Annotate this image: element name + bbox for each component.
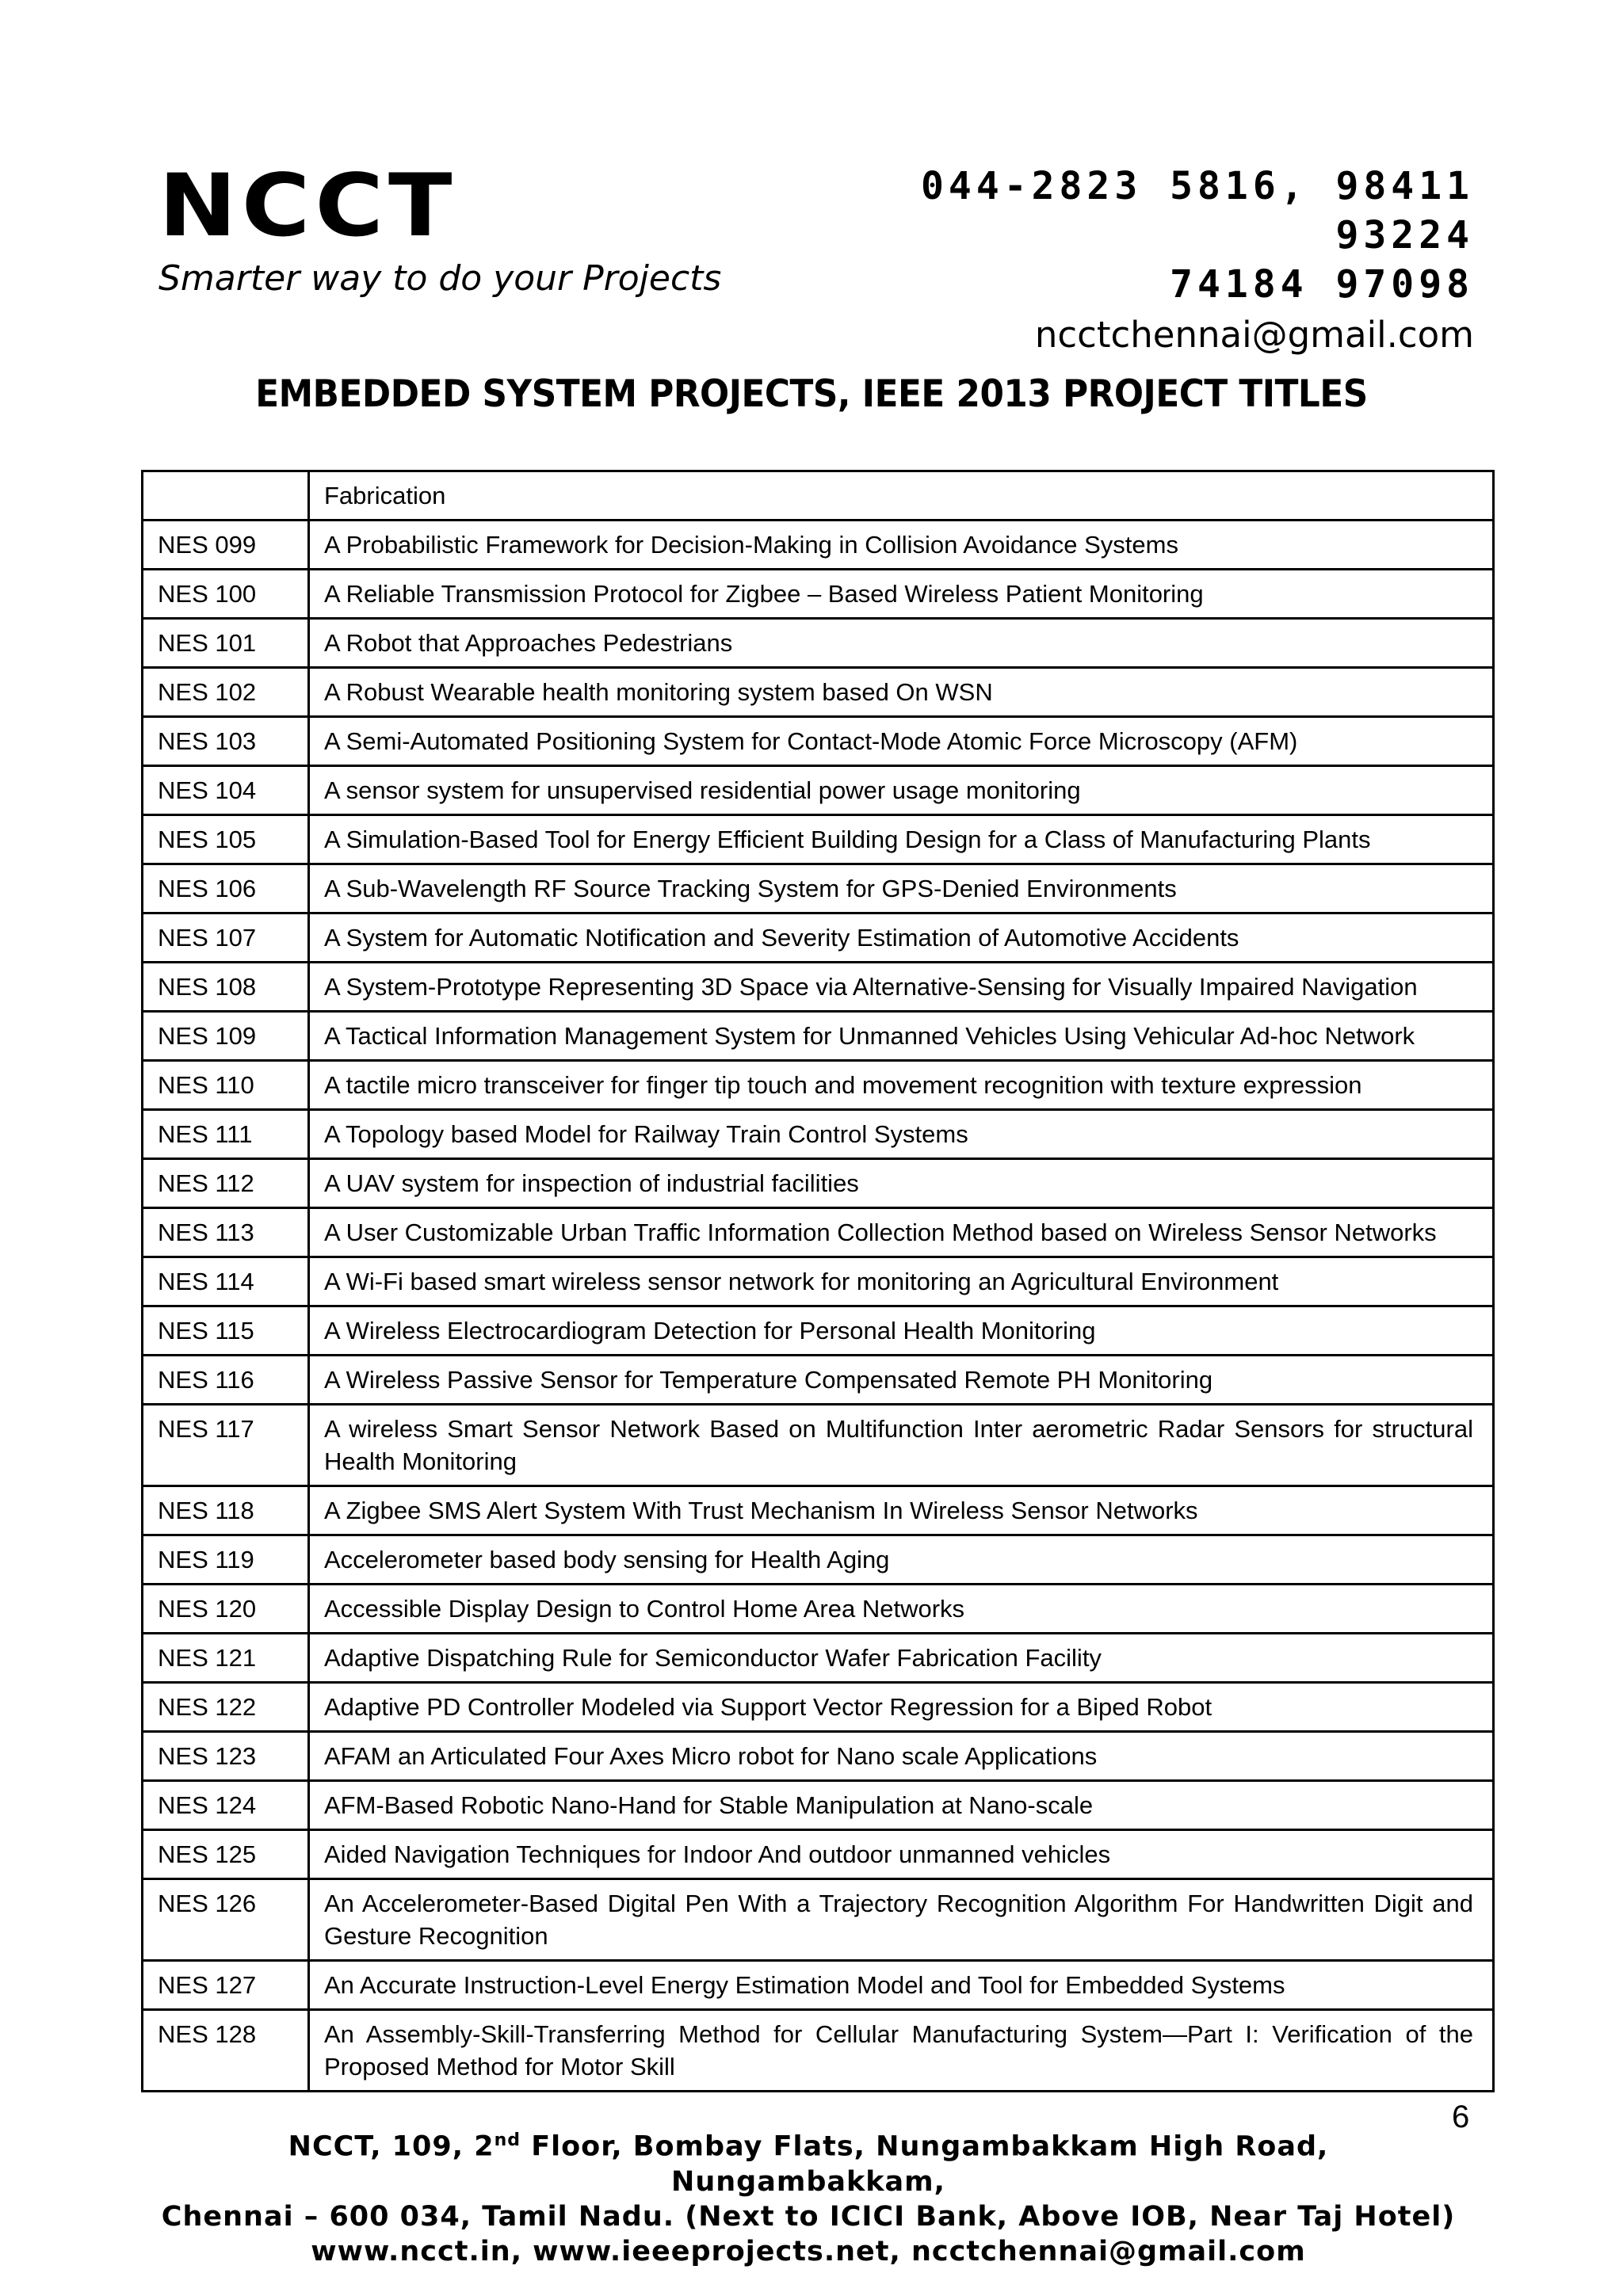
project-title-cell: Fabrication (309, 471, 1494, 521)
footer-address-part1: NCCT, 109, 2 (288, 2130, 495, 2163)
project-title-cell: Accelerometer based body sensing for Health Aging (309, 1535, 1494, 1585)
table-row (143, 1781, 1494, 1830)
table-row (143, 471, 1494, 521)
project-title-cell: A tactile micro transceiver for finger tip touch and movement recognition with texture expression (309, 1061, 1494, 1110)
table-row (143, 1535, 1494, 1585)
project-code-cell: NES 122 (143, 1683, 309, 1732)
table-row (143, 1208, 1494, 1257)
table-row (143, 1110, 1494, 1159)
project-title-cell: An Accurate Instruction-Level Energy Estimation Model and Tool for Embedded Systems (309, 1961, 1494, 2010)
footer-address-superscript: nd (494, 2130, 521, 2150)
table-row (143, 1683, 1494, 1732)
table-row (143, 1732, 1494, 1781)
project-title-cell: A Simulation-Based Tool for Energy Efficient Building Design for a Class of Manufacturing Plants (309, 815, 1494, 864)
table-row (143, 766, 1494, 815)
project-code-cell: NES 105 (143, 815, 309, 864)
project-code-cell: NES 109 (143, 1012, 309, 1061)
project-code-cell: NES 110 (143, 1061, 309, 1110)
phone-mobile: 74184 97098 (1170, 262, 1474, 307)
project-title-cell: A Topology based Model for Railway Train Control Systems (309, 1110, 1494, 1159)
table-row (143, 1634, 1494, 1683)
project-table (141, 470, 1495, 2092)
project-title-cell: A Robust Wearable health monitoring system based On WSN (309, 668, 1494, 717)
table-row (143, 619, 1494, 668)
project-code-cell: NES 103 (143, 717, 309, 766)
project-code-cell: NES 106 (143, 864, 309, 913)
footer-address (158, 2123, 1458, 2269)
project-title-cell: A System for Automatic Notification and Severity Estimation of Automotive Accidents (309, 913, 1494, 963)
project-code-cell: NES 115 (143, 1306, 309, 1356)
table-row (143, 864, 1494, 913)
logo: NCCT (158, 154, 457, 256)
project-code-cell: NES 100 (143, 570, 309, 619)
project-table-body (143, 471, 1494, 2092)
project-title-cell: An Accelerometer-Based Digital Pen With a Trajectory Recognition Algorithm For Handwritten Digit and Gesture Recognition (309, 1879, 1494, 1961)
table-row (143, 668, 1494, 717)
project-title-cell: A wireless Smart Sensor Network Based on Multifunction Inter aerometric Radar Sensors for structural Health Monitoring (309, 1405, 1494, 1486)
table-row (143, 963, 1494, 1012)
project-title-cell: A Wi-Fi based smart wireless sensor network for monitoring an Agricultural Environment (309, 1257, 1494, 1306)
page-title: EMBEDDED SYSTEM PROJECTS, IEEE 2013 PROJECT TITLES (255, 372, 1368, 416)
project-code-cell: NES 123 (143, 1732, 309, 1781)
project-code-cell: NES 102 (143, 668, 309, 717)
table-row (143, 1405, 1494, 1486)
project-title-cell: Adaptive PD Controller Modeled via Support Vector Regression for a Biped Robot (309, 1683, 1494, 1732)
project-title-cell: A Tactical Information Management System for Unmanned Vehicles Using Vehicular Ad-hoc Network (309, 1012, 1494, 1061)
footer-address-line1 (158, 2123, 1458, 2199)
project-code-cell: NES 112 (143, 1159, 309, 1208)
project-code-cell: NES 127 (143, 1961, 309, 2010)
project-title-cell: A System-Prototype Representing 3D Space via Alternative-Sensing for Visually Impaired Navigation (309, 963, 1494, 1012)
project-code-cell: NES 113 (143, 1208, 309, 1257)
project-title-cell: A Zigbee SMS Alert System With Trust Mechanism In Wireless Sensor Networks (309, 1486, 1494, 1535)
project-title-cell: A Probabilistic Framework for Decision-Making in Collision Avoidance Systems (309, 521, 1494, 570)
footer-address-part2: Floor, Bombay Flats, Nungambakkam High Road, Nungambakkam, (521, 2130, 1329, 2198)
project-title-cell: A Wireless Electrocardiogram Detection for Personal Health Monitoring (309, 1306, 1494, 1356)
table-row (143, 1356, 1494, 1405)
project-title-cell: A sensor system for unsupervised residential power usage monitoring (309, 766, 1494, 815)
project-code-cell: NES 120 (143, 1585, 309, 1634)
project-code-cell: NES 111 (143, 1110, 309, 1159)
project-code-cell: NES 107 (143, 913, 309, 963)
project-code-cell: NES 124 (143, 1781, 309, 1830)
footer-web-links: www.ncct.in, www.ieeeprojects.net, ncctchennai@gmail.com (311, 2235, 1306, 2267)
phone-numbers-continued: 93224 (1335, 213, 1474, 257)
table-row (143, 1486, 1494, 1535)
project-code-cell: NES 125 (143, 1830, 309, 1879)
table-row (143, 2010, 1494, 2092)
project-code-cell: NES 117 (143, 1405, 309, 1486)
project-title-cell: A User Customizable Urban Traffic Information Collection Method based on Wireless Sensor Networks (309, 1208, 1494, 1257)
contact-email: ncctchennai@gmail.com (1034, 314, 1474, 356)
project-title-cell: AFAM an Articulated Four Axes Micro robot for Nano scale Applications (309, 1732, 1494, 1781)
table-row (143, 1306, 1494, 1356)
project-code-cell: NES 116 (143, 1356, 309, 1405)
project-code-cell: NES 118 (143, 1486, 309, 1535)
table-row (143, 1257, 1494, 1306)
table-row (143, 521, 1494, 570)
project-code-cell (143, 471, 309, 521)
project-title-cell: Adaptive Dispatching Rule for Semiconductor Wafer Fabrication Facility (309, 1634, 1494, 1683)
table-row (143, 815, 1494, 864)
table-row (143, 1585, 1494, 1634)
table-row (143, 1961, 1494, 2010)
table-row (143, 1830, 1494, 1879)
page-number: 6 (1452, 2100, 1470, 2134)
table-row (143, 570, 1494, 619)
project-code-cell: NES 108 (143, 963, 309, 1012)
table-row (143, 1061, 1494, 1110)
footer-address-line2: Chennai – 600 034, Tamil Nadu. (Next to ICICI Bank, Above IOB, Near Taj Hotel) (161, 2200, 1456, 2233)
tagline: Smarter way to do your Projects (158, 258, 722, 299)
project-title-cell: A UAV system for inspection of industrial facilities (309, 1159, 1494, 1208)
table-row (143, 717, 1494, 766)
project-code-cell: NES 101 (143, 619, 309, 668)
project-title-cell: A Reliable Transmission Protocol for Zigbee – Based Wireless Patient Monitoring (309, 570, 1494, 619)
phone-numbers: 044-2823 5816, 98411 (921, 164, 1474, 208)
contact-block (921, 162, 1474, 359)
project-code-cell: NES 114 (143, 1257, 309, 1306)
table-row (143, 913, 1494, 963)
table-row (143, 1879, 1494, 1961)
project-code-cell: NES 104 (143, 766, 309, 815)
project-title-cell: A Sub-Wavelength RF Source Tracking System for GPS-Denied Environments (309, 864, 1494, 913)
table-row (143, 1159, 1494, 1208)
project-title-cell: Accessible Display Design to Control Home Area Networks (309, 1585, 1494, 1634)
project-title-cell: A Robot that Approaches Pedestrians (309, 619, 1494, 668)
project-title-cell: An Assembly-Skill-Transferring Method for Cellular Manufacturing System—Part I: Verification of the Proposed Method for Motor Skill (309, 2010, 1494, 2092)
project-code-cell: NES 119 (143, 1535, 309, 1585)
project-title-cell: A Wireless Passive Sensor for Temperature Compensated Remote PH Monitoring (309, 1356, 1494, 1405)
table-row (143, 1012, 1494, 1061)
project-code-cell: NES 121 (143, 1634, 309, 1683)
project-title-cell: A Semi-Automated Positioning System for Contact-Mode Atomic Force Microscopy (AFM) (309, 717, 1494, 766)
project-code-cell: NES 128 (143, 2010, 309, 2092)
project-code-cell: NES 126 (143, 1879, 309, 1961)
project-title-cell: AFM-Based Robotic Nano-Hand for Stable Manipulation at Nano-scale (309, 1781, 1494, 1830)
project-title-cell: Aided Navigation Techniques for Indoor And outdoor unmanned vehicles (309, 1830, 1494, 1879)
project-code-cell: NES 099 (143, 521, 309, 570)
